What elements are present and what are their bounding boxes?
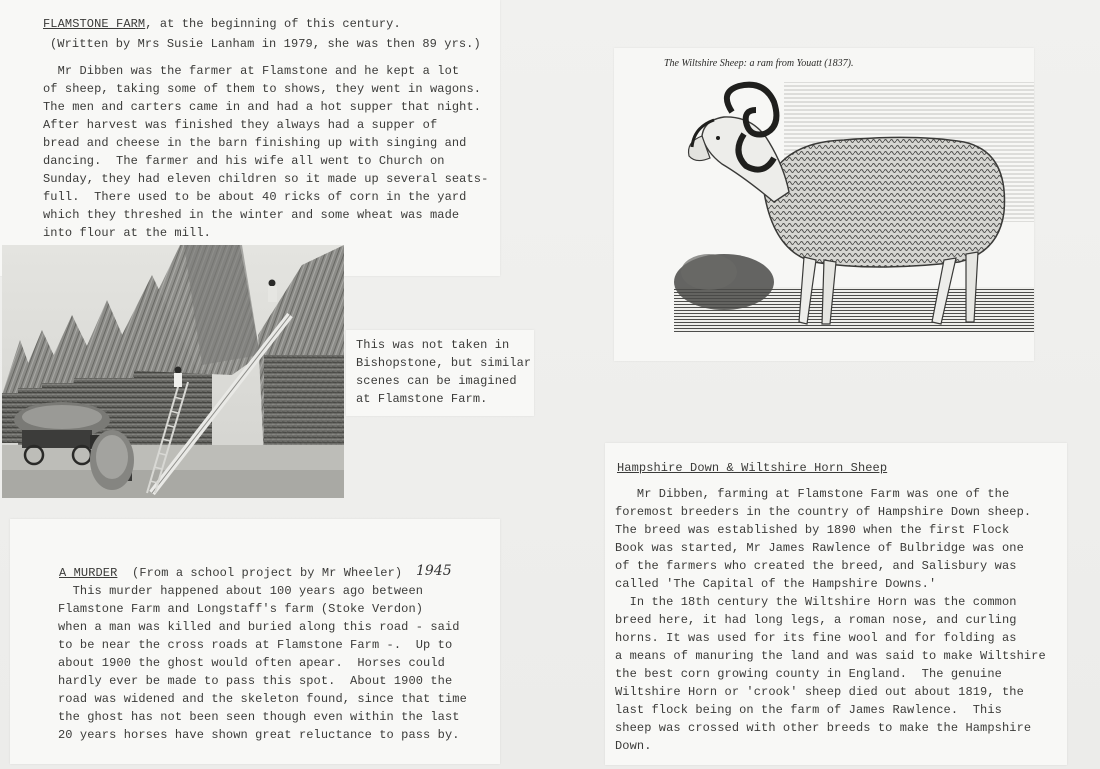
murder-body — [58, 582, 467, 744]
murder-line: road was widened and the skeleton found, since that time — [58, 692, 467, 706]
hampshire-line: a means of manuring the land and was said to make Wiltshire — [615, 649, 1046, 663]
flamstone-line: into flour at the mill. — [43, 226, 211, 240]
murder-line: to be near the cross roads at Flamstone Farm -. Up to — [58, 638, 453, 652]
hampshire-line: breed here, it had long legs, a roman nose, and curling — [615, 613, 1017, 627]
hampshire-body — [615, 485, 1046, 755]
hampshire-heading: Hampshire Down & Wiltshire Horn Sheep — [617, 461, 888, 475]
flamstone-line: The men and carters came in and had a hot supper that night. — [43, 100, 482, 114]
flamstone-line: bread and cheese in the barn finishing up with singing and — [43, 136, 467, 150]
hampshire-line: In the 18th century the Wiltshire Horn was the common — [615, 595, 1017, 609]
corn-ricks-photo — [2, 245, 344, 498]
caption-line: Bishopstone, but similar — [356, 356, 532, 370]
hampshire-line: Wiltshire Horn or 'crook' sheep died out about 1819, the — [615, 685, 1024, 699]
hampshire-line: sheep was crossed with other breeds to make the Hampshire — [615, 721, 1032, 735]
hampshire-line: called 'The Capital of the Hampshire Downs.' — [615, 577, 937, 591]
caption-line: This was not taken in — [356, 338, 510, 352]
flamstone-heading — [43, 15, 401, 33]
hampshire-line: Mr Dibben, farming at Flamstone Farm was one of the — [615, 487, 1010, 501]
murder-line: 20 years horses have shown great reluctance to pass by. — [58, 728, 460, 742]
murder-line: This murder happened about 100 years ago between — [58, 584, 424, 598]
murder-line: hardly ever be made to pass this spot. About 1900 the — [58, 674, 453, 688]
flamstone-line: of sheep, taking some of them to shows, they went in wagons. — [43, 82, 482, 96]
flamstone-farm-card — [0, 0, 500, 276]
photo-caption — [356, 336, 531, 408]
flamstone-line: full. There used to be about 40 ricks of corn in the yard — [43, 190, 467, 204]
handwritten-year: 1945 — [416, 563, 452, 579]
flamstone-line: dancing. The farmer and his wife all went to Church on — [43, 154, 445, 168]
photo-caption-card — [346, 330, 534, 416]
flamstone-body — [43, 62, 488, 242]
caption-line: at Flamstone Farm. — [356, 392, 488, 406]
hampshire-line: the best corn growing county in England. The genuine — [615, 667, 1002, 681]
hampshire-line: Down. — [615, 739, 652, 753]
engraving-caption: The Wiltshire Sheep: a ram from Youatt (1837). — [664, 58, 854, 69]
hampshire-sheep-card — [605, 443, 1067, 765]
hampshire-line: of the farmers who created the breed, and Salisbury was — [615, 559, 1017, 573]
ram-engraving — [614, 72, 1034, 361]
caption-line: scenes can be imagined — [356, 374, 517, 388]
hampshire-line: The breed was established by 1890 when the first Flock — [615, 523, 1010, 537]
murder-line: the ghost has not been seen though even within the last — [58, 710, 460, 724]
murder-story-card — [10, 519, 500, 764]
murder-heading-title: A MURDER — [59, 566, 118, 580]
flamstone-line: which they threshed in the winter and some wheat was made — [43, 208, 460, 222]
flamstone-line: Sunday, they had eleven children so it made up several seats- — [43, 172, 489, 186]
murder-line: about 1900 the ghost would often apear. Horses could — [58, 656, 445, 670]
hampshire-line: last flock being on the farm of James Rawlence. This — [615, 703, 1002, 717]
flamstone-heading-rest: , at the beginning of this century. — [145, 17, 401, 31]
murder-line: when a man was killed and buried along this road - said — [58, 620, 460, 634]
murder-heading — [59, 564, 402, 582]
flamstone-line: After harvest was finished they always had a supper of — [43, 118, 438, 132]
flamstone-line: Mr Dibben was the farmer at Flamstone and he kept a lot — [43, 64, 460, 78]
flamstone-heading-title: FLAMSTONE FARM — [43, 17, 146, 31]
murder-heading-rest: (From a school project by Mr Wheeler) — [117, 566, 403, 580]
hampshire-line: horns. It was used for its fine wool and for folding as — [615, 631, 1017, 645]
wiltshire-sheep-engraving-card — [614, 48, 1034, 361]
hampshire-line: Book was started, Mr James Rawlence of Bulbridge was one — [615, 541, 1024, 555]
hampshire-line: foremost breeders in the country of Hampshire Down sheep. — [615, 505, 1032, 519]
murder-line: Flamstone Farm and Longstaff's farm (Stoke Verdon) — [58, 602, 424, 616]
flamstone-subheading: (Written by Mrs Susie Lanham in 1979, she was then 89 yrs.) — [50, 37, 481, 51]
